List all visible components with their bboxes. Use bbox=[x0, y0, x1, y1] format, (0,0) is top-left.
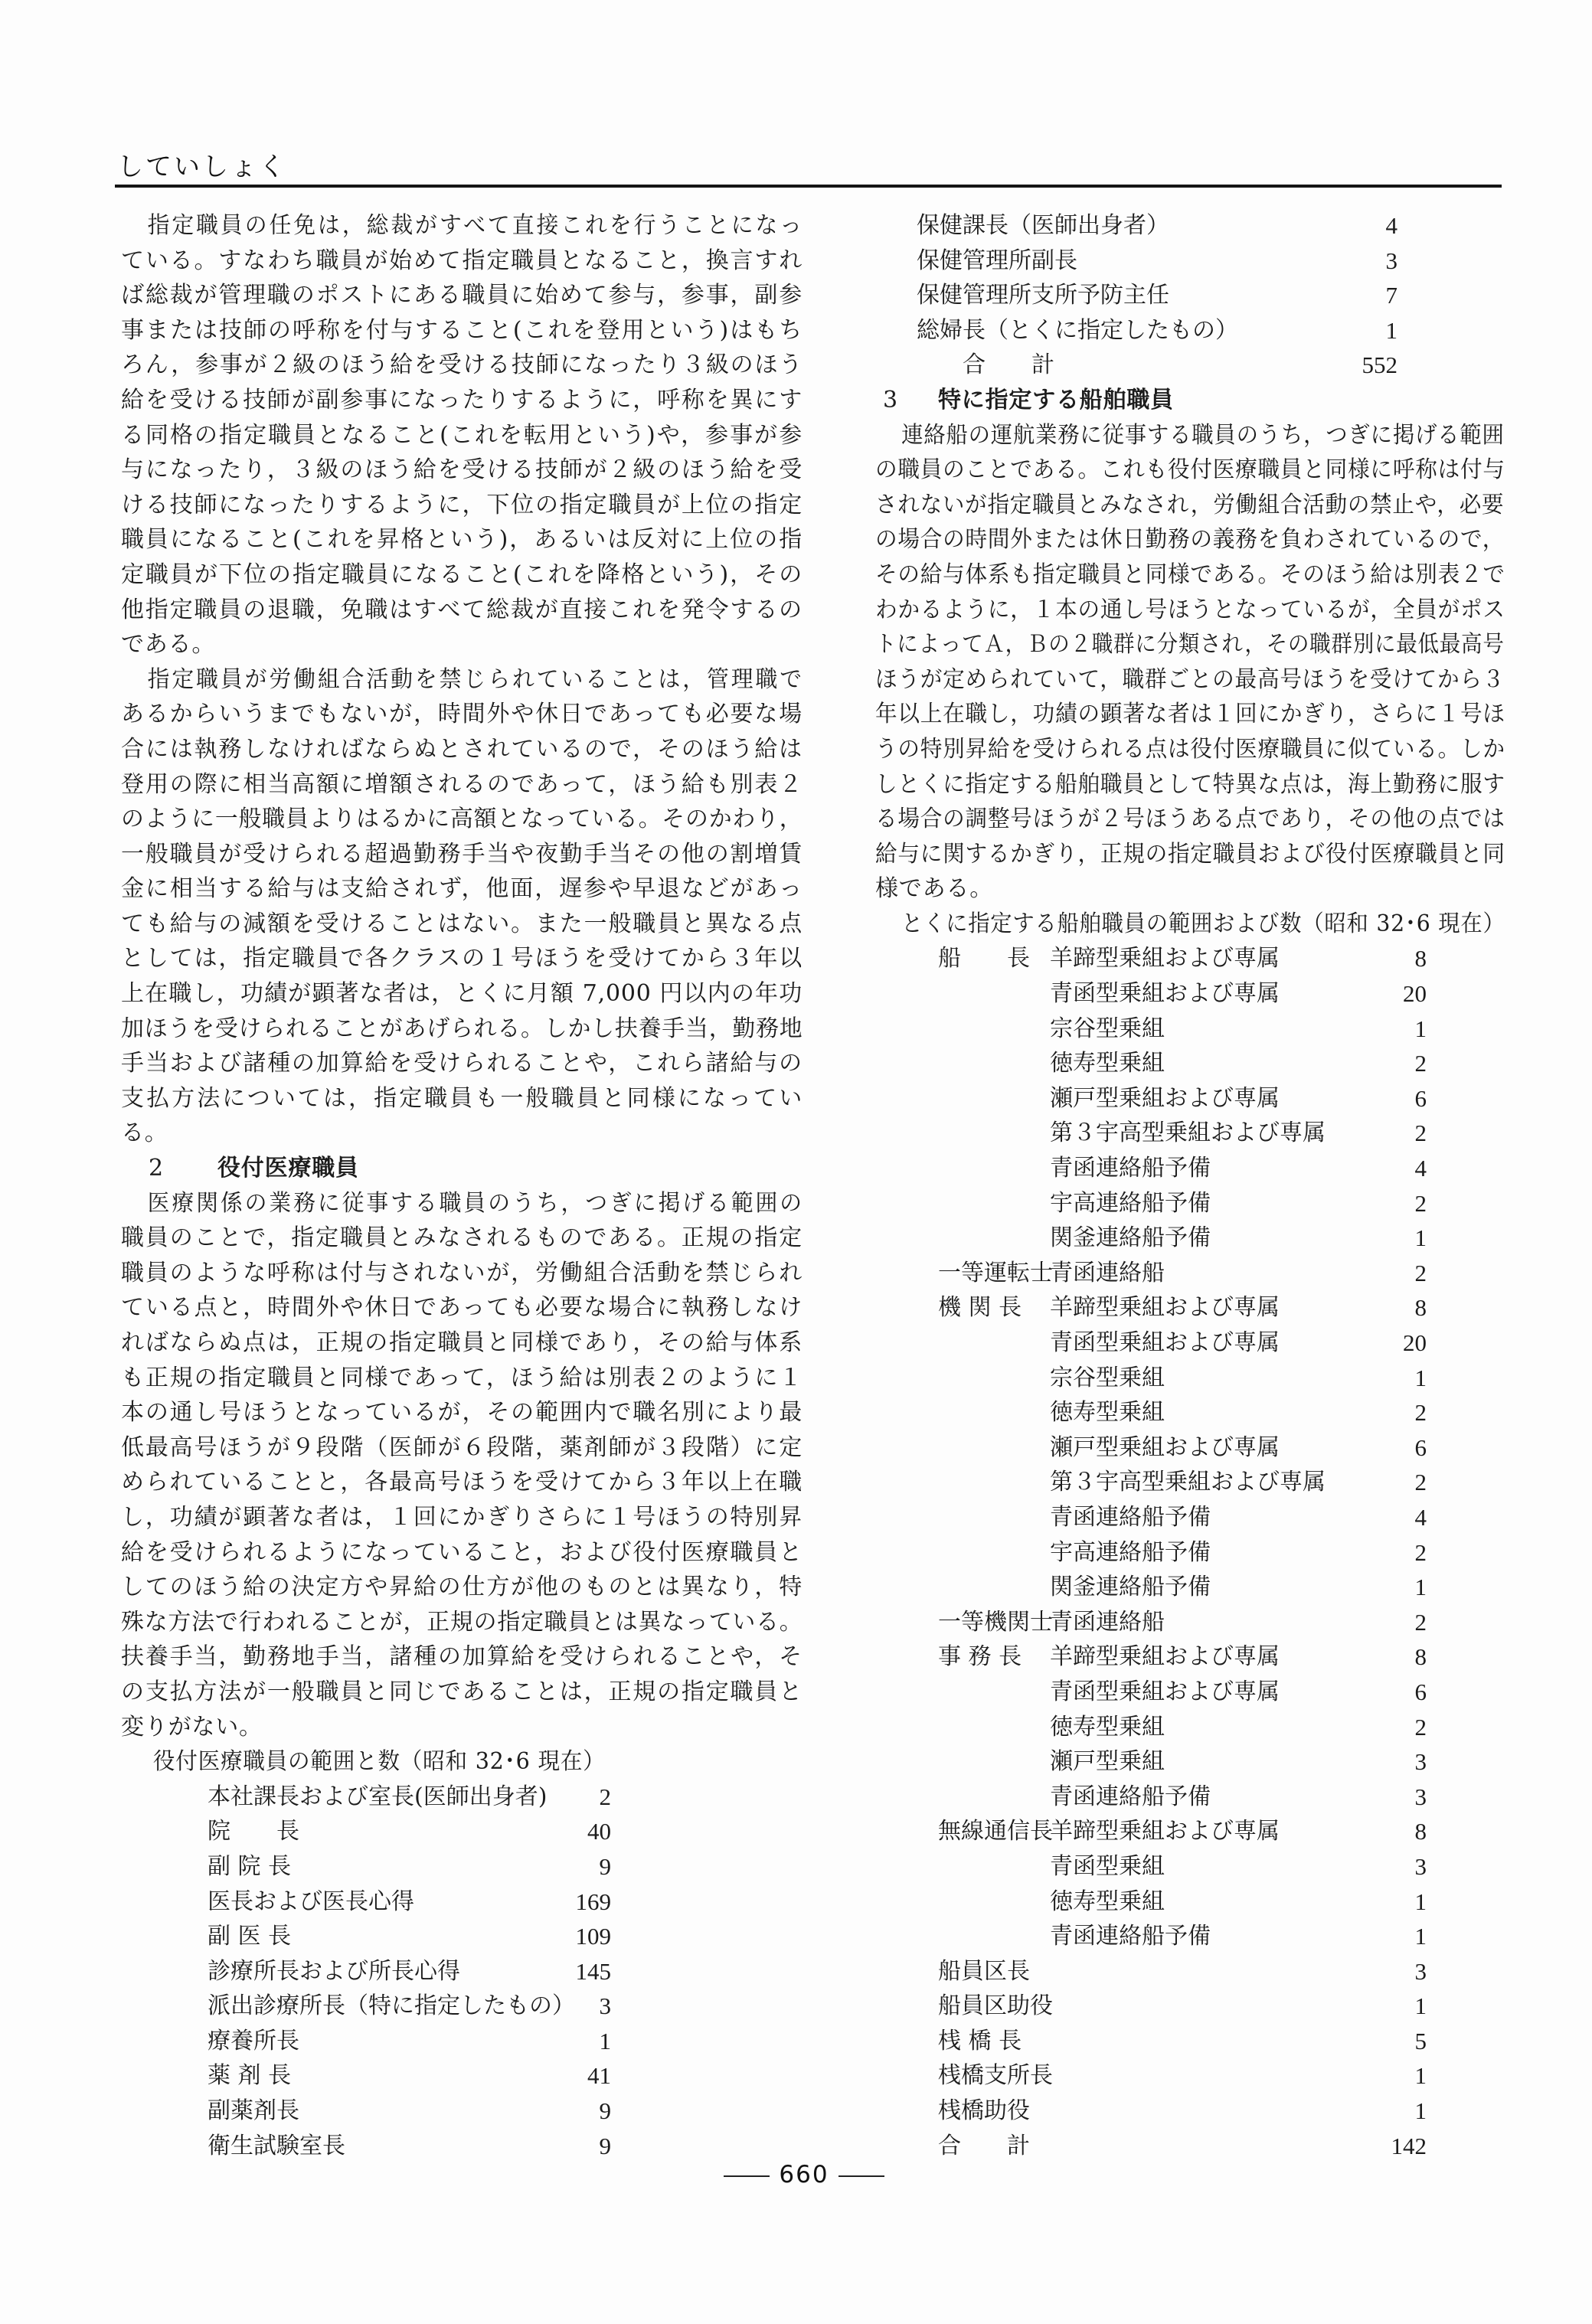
page-number-footer bbox=[0, 2161, 1592, 2188]
table-row bbox=[875, 1849, 1505, 1884]
row-label: 副 院 長 bbox=[208, 1852, 292, 1880]
post-title: 合 計 bbox=[938, 2132, 1030, 2159]
row-label: 本社課長および室長(医師出身者) bbox=[208, 1783, 548, 1810]
post-title: 船員区長 bbox=[938, 1957, 1030, 1985]
row-value: 3 bbox=[1414, 1748, 1427, 1776]
text-line: 合には執務しなければならぬとされているので，そのほう給は bbox=[121, 735, 803, 763]
post-title: 一等運転士 bbox=[938, 1259, 1053, 1286]
text-line: の職員のことである。これも役付医療職員と同様に呼称は付与 bbox=[875, 456, 1505, 484]
table-row bbox=[121, 2024, 803, 2059]
row-value: 109 bbox=[575, 1923, 611, 1950]
post-title: 桟橋助役 bbox=[938, 2097, 1030, 2125]
text-line: ている。すなわち職員が始めて指定職員となること，換言すれ bbox=[121, 247, 803, 274]
row-value: 8 bbox=[1414, 1818, 1427, 1845]
text-line: 加ほうを受けられることがあげられる。しかし扶養手当，勤務地 bbox=[121, 1015, 803, 1042]
table-row bbox=[875, 1290, 1505, 1325]
row-value: 1 bbox=[1414, 1224, 1427, 1252]
row-value: 6 bbox=[1414, 1084, 1427, 1112]
text-line: ば総裁が管理職のポストにある職員に始めて参与，参事，副参 bbox=[121, 282, 803, 309]
assignment: 関釜連絡船予備 bbox=[1050, 1224, 1211, 1252]
row-value: 1 bbox=[1414, 1574, 1427, 1601]
row-value: 20 bbox=[1403, 1329, 1427, 1356]
row-label: 医長および医長心得 bbox=[208, 1888, 414, 1915]
text-line: の支払方法が一般職員と同じであることは，正規の指定職員と bbox=[121, 1678, 803, 1705]
table-row bbox=[875, 1884, 1505, 1920]
assignment: 瀬戸型乗組および専属 bbox=[1050, 1433, 1280, 1461]
table-row bbox=[875, 1081, 1505, 1116]
table-row bbox=[121, 2129, 803, 2164]
text-line: し，功績が顕著な者は，１回にかぎりさらに１号ほうの特別昇 bbox=[121, 1503, 803, 1531]
post-title: 機 関 長 bbox=[938, 1294, 1022, 1322]
row-value: 1 bbox=[1414, 1888, 1427, 1915]
table-row bbox=[875, 2024, 1505, 2059]
table-row bbox=[121, 1884, 803, 1920]
row-value: 1 bbox=[1414, 1992, 1427, 2020]
row-value: 41 bbox=[587, 2062, 611, 2090]
assignment: 青函型乗組および専属 bbox=[1050, 980, 1280, 1008]
assignment: 宗谷型乗組 bbox=[1050, 1364, 1165, 1391]
row-label: 総婦長（とくに指定したもの） bbox=[917, 316, 1238, 344]
post-title: 一等機関士 bbox=[938, 1608, 1053, 1636]
table-row bbox=[121, 1849, 803, 1884]
row-value: 2 bbox=[1414, 1189, 1427, 1217]
text-line: められていることと，各最高号ほうを受けてから３年以上在職 bbox=[121, 1469, 803, 1496]
assignment: 青函連絡船 bbox=[1050, 1259, 1165, 1286]
page-number: 660 bbox=[779, 2161, 829, 2188]
text-line: ても給与の減額を受けることはない。また一般職員と異なる点 bbox=[121, 910, 803, 937]
row-value: 3 bbox=[1385, 247, 1397, 274]
row-value: 4 bbox=[1414, 1155, 1427, 1182]
row-value: 40 bbox=[587, 1818, 611, 1845]
header-rule bbox=[115, 185, 1502, 188]
row-value: 1 bbox=[1414, 1364, 1427, 1391]
table-row bbox=[875, 1256, 1505, 1291]
left-column bbox=[121, 208, 803, 2163]
table-row bbox=[875, 2094, 1505, 2129]
row-value: 2 bbox=[1414, 1399, 1427, 1427]
assignment: 青函型乗組および専属 bbox=[1050, 1329, 1280, 1356]
table-row bbox=[875, 1151, 1505, 1186]
row-value: 3 bbox=[599, 1992, 611, 2020]
row-value: 7 bbox=[1385, 282, 1397, 309]
text-line: る。 bbox=[121, 1120, 168, 1147]
text-line: 上在職し，功績が顕著な者は，とくに月額 7,000 円以内の年功 bbox=[121, 980, 803, 1008]
row-value: 8 bbox=[1414, 1643, 1427, 1671]
row-value: 1 bbox=[1414, 2097, 1427, 2125]
table-row bbox=[875, 1186, 1505, 1221]
row-label: 副 医 長 bbox=[208, 1923, 292, 1950]
paragraph-appointment bbox=[121, 208, 803, 662]
text-line: 給与に関するかぎり，正規の指定職員および役付医療職員と同 bbox=[875, 840, 1505, 868]
row-label: 保健管理所副長 bbox=[917, 247, 1077, 274]
text-line: 様である。 bbox=[875, 875, 993, 903]
medical-table-caption: 役付医療職員の範囲と数（昭和 32･6 現在） bbox=[152, 1748, 606, 1776]
text-line: 殊な方法で行われることが，正規の指定職員とは異なっている。 bbox=[121, 1608, 803, 1636]
table-row bbox=[121, 1919, 803, 1954]
row-value: 1 bbox=[1414, 2062, 1427, 2090]
total-value: 552 bbox=[1362, 351, 1397, 379]
row-value: 6 bbox=[1414, 1678, 1427, 1705]
row-value: 1 bbox=[1414, 1015, 1427, 1042]
row-value: 8 bbox=[1414, 945, 1427, 972]
text-line: 一般職員が受けられる超過勤務手当や夜勤手当その他の割増賃 bbox=[121, 840, 803, 868]
text-line: 連絡船の運航業務に従事する職員のうち，つぎに掲げる範囲 bbox=[901, 421, 1505, 449]
footer-dash-left bbox=[724, 2175, 770, 2177]
text-line: 給を受ける技師が副参事になったりするように，呼称を異にす bbox=[121, 386, 803, 413]
table-row bbox=[875, 208, 1505, 244]
ship-table-caption: とくに指定する船舶職員の範囲および数（昭和 32･6 現在） bbox=[901, 910, 1505, 937]
section-title: 役付医療職員 bbox=[217, 1155, 359, 1182]
paragraph-union-activity bbox=[121, 662, 803, 1151]
assignment: 第３宇高型乗組および専属 bbox=[1050, 1469, 1326, 1496]
text-line: ほうが定められていて，職群ごとの最高号ほうを受けてから３ bbox=[875, 665, 1505, 693]
assignment: 青函連絡船予備 bbox=[1050, 1503, 1211, 1531]
table-row bbox=[875, 1361, 1505, 1396]
text-line: 給を受けられるようになっていること，および役付医療職員と bbox=[121, 1538, 803, 1566]
post-title: 桟 橋 長 bbox=[938, 2027, 1022, 2054]
row-label: 療養所長 bbox=[208, 2027, 299, 2054]
text-line: あるからいうまでもないが，時間外や休日であっても必要な場 bbox=[121, 701, 803, 728]
row-label: 薬 剤 長 bbox=[208, 2062, 292, 2090]
row-value: 2 bbox=[1414, 1050, 1427, 1077]
row-value: 145 bbox=[575, 1957, 611, 1985]
row-value: 2 bbox=[1414, 1259, 1427, 1286]
text-line: 変りがない。 bbox=[121, 1713, 263, 1741]
post-title: 事 務 長 bbox=[938, 1643, 1022, 1671]
text-line: の場合の時間外または休日勤務の義務を負わされているので， bbox=[875, 526, 1505, 554]
paragraph-medical-staff bbox=[121, 1186, 803, 1745]
row-label: 院 長 bbox=[208, 1818, 299, 1845]
section-number: 3 bbox=[883, 386, 898, 413]
assignment: 青函連絡船 bbox=[1050, 1608, 1165, 1636]
assignment: 宇高連絡船予備 bbox=[1050, 1538, 1211, 1566]
row-label: 保健課長（医師出身者） bbox=[917, 212, 1169, 239]
assignment: 羊蹄型乗組および専属 bbox=[1050, 1818, 1280, 1845]
text-line: 指定職員が労働組合活動を禁じられていることは，管理職で bbox=[147, 665, 803, 693]
row-label: 保健管理所支所予防主任 bbox=[917, 282, 1169, 309]
assignment: 宇高連絡船予備 bbox=[1050, 1189, 1211, 1217]
row-value: 4 bbox=[1385, 212, 1397, 239]
text-line: 年以上在職し，功績の顕著な者は１回にかぎり，さらに１号ほ bbox=[875, 701, 1505, 728]
table-row bbox=[875, 1989, 1505, 2024]
section-heading-medical-staff bbox=[121, 1151, 803, 1186]
text-line: しとくに指定する船舶職員として特異な点は，海上勤務に服す bbox=[875, 770, 1505, 798]
row-label: 診療所長および所長心得 bbox=[208, 1957, 460, 1985]
table-row bbox=[875, 1639, 1505, 1675]
table-row bbox=[875, 1465, 1505, 1500]
table-row bbox=[875, 976, 1505, 1012]
table-row bbox=[875, 1780, 1505, 1815]
row-value: 169 bbox=[575, 1888, 611, 1915]
footer-dash-right bbox=[838, 2175, 884, 2177]
assignment: 徳寿型乗組 bbox=[1050, 1888, 1165, 1915]
table-row bbox=[875, 1221, 1505, 1256]
text-line: 定職員が下位の指定職員になること(これを降格という)，その bbox=[121, 561, 803, 588]
table-row bbox=[875, 1919, 1505, 1954]
text-line: わかるように，１本の通し号ほうとなっているが，全員がポス bbox=[875, 596, 1505, 623]
table-row bbox=[875, 2058, 1505, 2094]
text-line: 低最高号ほうが９段階（医師が６段階，薬剤師が３段階）に定 bbox=[121, 1433, 803, 1461]
text-line: 扶養手当，勤務地手当，諸種の加算給を受けられることや，そ bbox=[121, 1643, 803, 1671]
row-value: 3 bbox=[1414, 1852, 1427, 1880]
text-line: 登用の際に相当高額に増額されるのであって，ほう給も別表２ bbox=[121, 770, 803, 798]
assignment: 瀬戸型乗組および専属 bbox=[1050, 1084, 1280, 1112]
row-value: 6 bbox=[1414, 1433, 1427, 1461]
post-title: 無線通信長 bbox=[938, 1818, 1053, 1845]
table-row bbox=[121, 1989, 803, 2024]
post-title: 船 長 bbox=[938, 945, 1030, 972]
section-heading-ship-staff bbox=[875, 383, 1505, 418]
table-row bbox=[875, 1570, 1505, 1605]
assignment: 青函連絡船予備 bbox=[1050, 1155, 1211, 1182]
text-line: その給与体系も指定職員と同様である。そのほう給は別表２で bbox=[875, 561, 1505, 588]
text-line: 医療関係の業務に従事する職員のうち，つぎに掲げる範囲の bbox=[147, 1189, 803, 1217]
table-row bbox=[875, 244, 1505, 279]
text-line: も正規の指定職員と同様であって，ほう給は別表２のように１ bbox=[121, 1364, 803, 1391]
table-row bbox=[875, 1814, 1505, 1849]
row-value: 2 bbox=[599, 1783, 611, 1810]
assignment: 瀬戸型乗組 bbox=[1050, 1748, 1165, 1776]
table-row bbox=[875, 1500, 1505, 1535]
text-line: されないが指定職員とみなされ，労働組合活動の禁止や，必要 bbox=[875, 491, 1505, 518]
assignment: 青函連絡船予備 bbox=[1050, 1783, 1211, 1810]
row-label: 副薬剤長 bbox=[208, 2097, 299, 2125]
row-value: 2 bbox=[1414, 1538, 1427, 1566]
post-title: 船員区助役 bbox=[938, 1992, 1053, 2020]
table-row bbox=[121, 2058, 803, 2094]
table-row bbox=[875, 1535, 1505, 1571]
text-line: ればならぬ点は，正規の指定職員と同様であり，その給与体系 bbox=[121, 1329, 803, 1356]
ship-staff-table bbox=[875, 941, 1505, 2163]
table-row bbox=[875, 2129, 1505, 2164]
row-value: 20 bbox=[1403, 980, 1427, 1008]
section-number: 2 bbox=[149, 1155, 164, 1182]
text-line: である。 bbox=[121, 631, 216, 659]
assignment: 宗谷型乗組 bbox=[1050, 1015, 1165, 1042]
assignment: 羊蹄型乗組および専属 bbox=[1050, 1643, 1280, 1671]
table-row bbox=[875, 1430, 1505, 1466]
row-value: 3 bbox=[1414, 1783, 1427, 1810]
assignment: 徳寿型乗組 bbox=[1050, 1713, 1165, 1741]
table-row bbox=[875, 278, 1505, 313]
row-value: 1 bbox=[1414, 1923, 1427, 1950]
table-row bbox=[875, 1325, 1505, 1361]
table-row bbox=[875, 1012, 1505, 1047]
total-label: 合 計 bbox=[963, 351, 1054, 379]
table-row bbox=[121, 1814, 803, 1849]
text-line: 与になったり，３級のほう給を受ける技師が２級のほう給を受 bbox=[121, 456, 803, 484]
table-row bbox=[875, 1675, 1505, 1710]
text-line: ている点と，時間外や休日であっても必要な場合に執務しなけ bbox=[121, 1294, 803, 1322]
assignment: 第３宇高型乗組および専属 bbox=[1050, 1120, 1326, 1147]
text-line: る場合の調整号ほうが２号ほうある点であり，その他の点では bbox=[875, 806, 1505, 833]
table-row bbox=[875, 1710, 1505, 1745]
text-line: る同格の指定職員となること(これを転用という)や，参事が参 bbox=[121, 421, 803, 449]
assignment: 徳寿型乗組 bbox=[1050, 1399, 1165, 1427]
assignment: 羊蹄型乗組および専属 bbox=[1050, 1294, 1280, 1322]
table-row bbox=[875, 1954, 1505, 1989]
text-line: 職員のような呼称は付与されないが，労働組合活動を禁じられ bbox=[121, 1259, 803, 1286]
text-line: ろん，参事が２級のほう給を受ける技師になったり３級のほう bbox=[121, 351, 803, 379]
row-value: 2 bbox=[1414, 1608, 1427, 1636]
text-line: 支払方法については，指定職員も一般職員と同様になってい bbox=[121, 1084, 803, 1112]
table-row bbox=[875, 313, 1505, 348]
row-value: 2 bbox=[1414, 1120, 1427, 1147]
right-column bbox=[875, 208, 1505, 2163]
row-label: 衛生試験室長 bbox=[208, 2132, 345, 2159]
row-value: 2 bbox=[1414, 1469, 1427, 1496]
row-value: 142 bbox=[1391, 2132, 1427, 2159]
text-line: 職員になること(これを昇格という)，あるいは反対に上位の指 bbox=[121, 526, 803, 554]
text-line: 手当および諸種の加算給を受けられることや，これら諸給与の bbox=[121, 1050, 803, 1077]
row-value: 1 bbox=[1385, 316, 1397, 344]
paragraph-ship-staff bbox=[875, 418, 1505, 907]
text-line: 金に相当する給与は支給されず，他面，遅参や早退などがあっ bbox=[121, 875, 803, 903]
medical-table-total-row bbox=[875, 348, 1505, 383]
table-row bbox=[875, 1605, 1505, 1640]
assignment: 青函型乗組 bbox=[1050, 1852, 1165, 1880]
text-line: 他指定職員の退職，免職はすべて総裁が直接これを発令するの bbox=[121, 596, 803, 623]
row-value: 8 bbox=[1414, 1294, 1427, 1322]
running-head: していしょく bbox=[117, 152, 287, 182]
row-value: 2 bbox=[1414, 1713, 1427, 1741]
assignment: 関釜連絡船予備 bbox=[1050, 1574, 1211, 1601]
table-row bbox=[121, 1954, 803, 1989]
section-title: 特に指定する船舶職員 bbox=[938, 386, 1174, 413]
table-row bbox=[121, 1780, 803, 1815]
text-line: うの特別昇給を受けられる点は役付医療職員に似ている。しか bbox=[875, 735, 1505, 763]
table-row bbox=[875, 1116, 1505, 1151]
text-line: 職員のことで，指定職員とみなされるものである。正規の指定 bbox=[121, 1224, 803, 1252]
table-row bbox=[875, 941, 1505, 976]
row-value: 3 bbox=[1414, 1957, 1427, 1985]
assignment: 羊蹄型乗組および専属 bbox=[1050, 945, 1280, 972]
assignment: 青函連絡船予備 bbox=[1050, 1923, 1211, 1950]
assignment: 徳寿型乗組 bbox=[1050, 1050, 1165, 1077]
text-line: ける技師になったりするように，下位の指定職員が上位の指定 bbox=[121, 491, 803, 518]
table-row bbox=[121, 2094, 803, 2129]
post-title: 桟橋支所長 bbox=[938, 2062, 1053, 2090]
row-value: 9 bbox=[599, 2132, 611, 2159]
text-line: トによってＡ，Ｂの２職群に分類され，その職群別に最低最高号 bbox=[875, 631, 1505, 659]
row-value: 1 bbox=[599, 2027, 611, 2054]
row-value: 5 bbox=[1414, 2027, 1427, 2054]
row-value: 4 bbox=[1414, 1503, 1427, 1531]
table-row bbox=[875, 1046, 1505, 1081]
table-row bbox=[875, 1744, 1505, 1780]
row-label: 派出診療所長（特に指定したもの） bbox=[208, 1992, 575, 2020]
text-line: としては，指定職員で各クラスの１号ほうを受けてから３年以 bbox=[121, 945, 803, 972]
text-line: 本の通し号ほうとなっているが，その範囲内で職名別により最 bbox=[121, 1399, 803, 1427]
text-line: 指定職員の任免は，総裁がすべて直接これを行うことになっ bbox=[147, 212, 803, 239]
medical-staff-table-continued bbox=[875, 208, 1505, 348]
row-value: 9 bbox=[599, 1852, 611, 1880]
text-line: してのほう給の決定方や昇給の仕方が他のものとは異なり，特 bbox=[121, 1574, 803, 1601]
assignment: 青函型乗組および専属 bbox=[1050, 1678, 1280, 1705]
medical-staff-table bbox=[121, 1780, 803, 2164]
text-line: のように一般職員よりはるかに高額となっている。そのかわり， bbox=[121, 806, 803, 833]
text-line: 事または技師の呼称を付与すること(これを登用という)はもち bbox=[121, 316, 803, 344]
table-row bbox=[875, 1395, 1505, 1430]
row-value: 9 bbox=[599, 2097, 611, 2125]
